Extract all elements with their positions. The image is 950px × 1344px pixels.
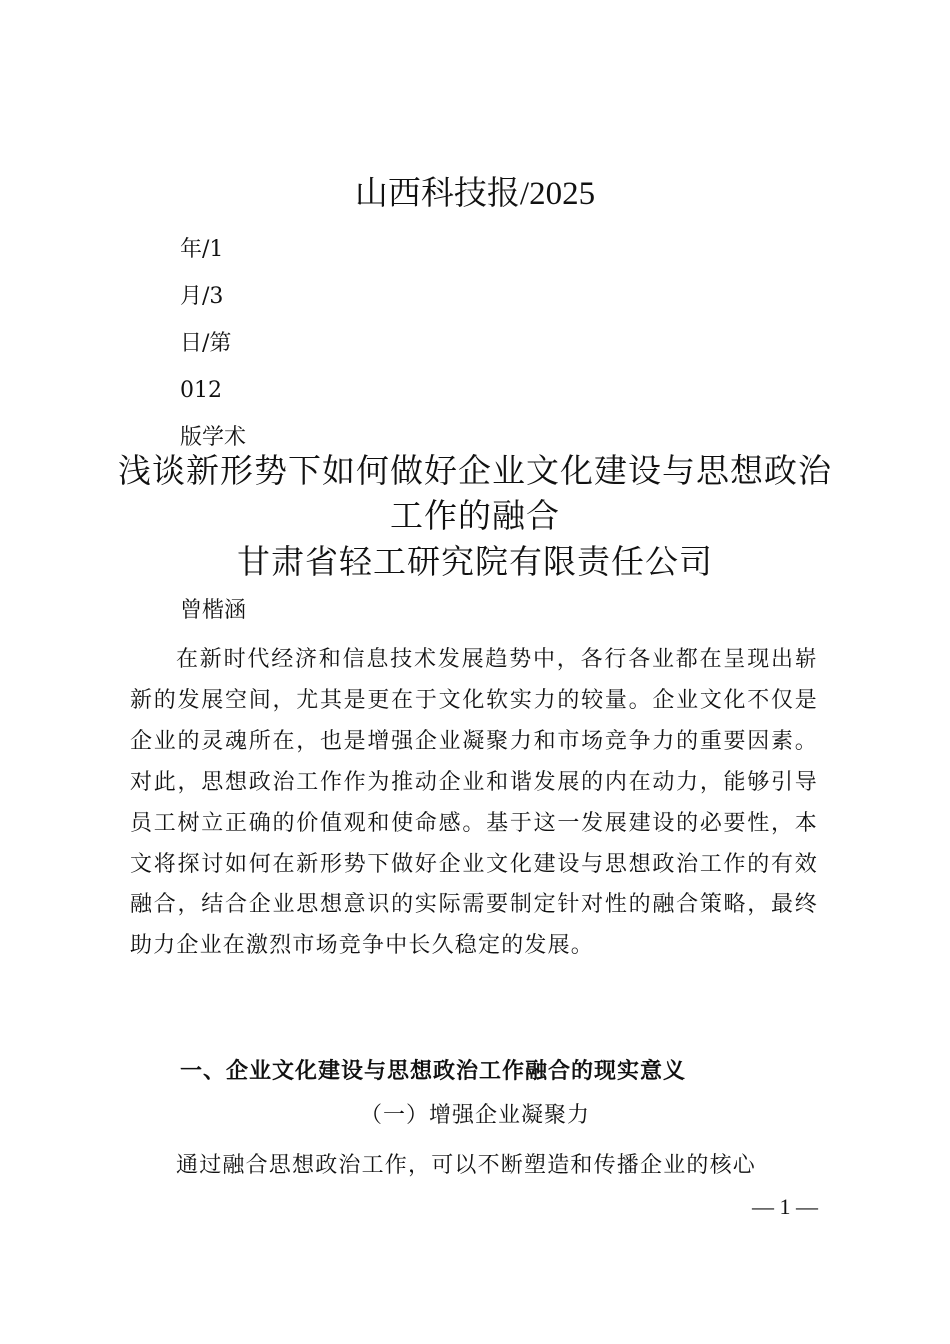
journal-header: 山西科技报/2025 xyxy=(354,176,596,212)
section-heading: 一、企业文化建设与思想政治工作融合的现实意义 xyxy=(180,1059,687,1084)
publication-info-line: 年/1 xyxy=(180,237,224,262)
page-number: — 1 — xyxy=(752,1194,818,1219)
intro-paragraph: 在新时代经济和信息技术发展趋势中，各行各业都在呈现出崭新的发展空间，尤其是更在于文化软实力的较量。企业文化不仅是企业的灵魂所在，也是增强企业凝聚力和市场竞争力的重要因素。对此，思想政治工作作为推动企业和谐发展的内在动力，能够引导员工树立正确的价值观和使命感。基于这一发展建设的必要性，本文将探讨如何在新形势下做好企业文化建设与思想政治工作的有效融合，结合企业思想意识的实际需要制定针对性的融合策略，最终助力企业在激烈市场竞争中长久稳定的发展。 xyxy=(130,647,818,959)
publication-info-line: 月/3 xyxy=(180,284,224,309)
author-name: 曾楷涵 xyxy=(180,598,247,623)
publication-info-line: 版学术 xyxy=(180,425,247,450)
publication-info xyxy=(180,226,246,461)
article-title: 浅谈新形势下如何做好企业文化建设与思想政治工作的融合 xyxy=(118,451,832,535)
publication-info-line: 012 xyxy=(180,378,222,403)
subsection-heading: （一）增强企业凝聚力 xyxy=(359,1103,590,1128)
publication-info-line: 日/第 xyxy=(180,331,232,356)
author-organization: 甘肃省轻工研究院有限责任公司 xyxy=(237,542,713,581)
body-paragraph: 通过融合思想政治工作，可以不断塑造和传播企业的核心 xyxy=(176,1153,757,1178)
